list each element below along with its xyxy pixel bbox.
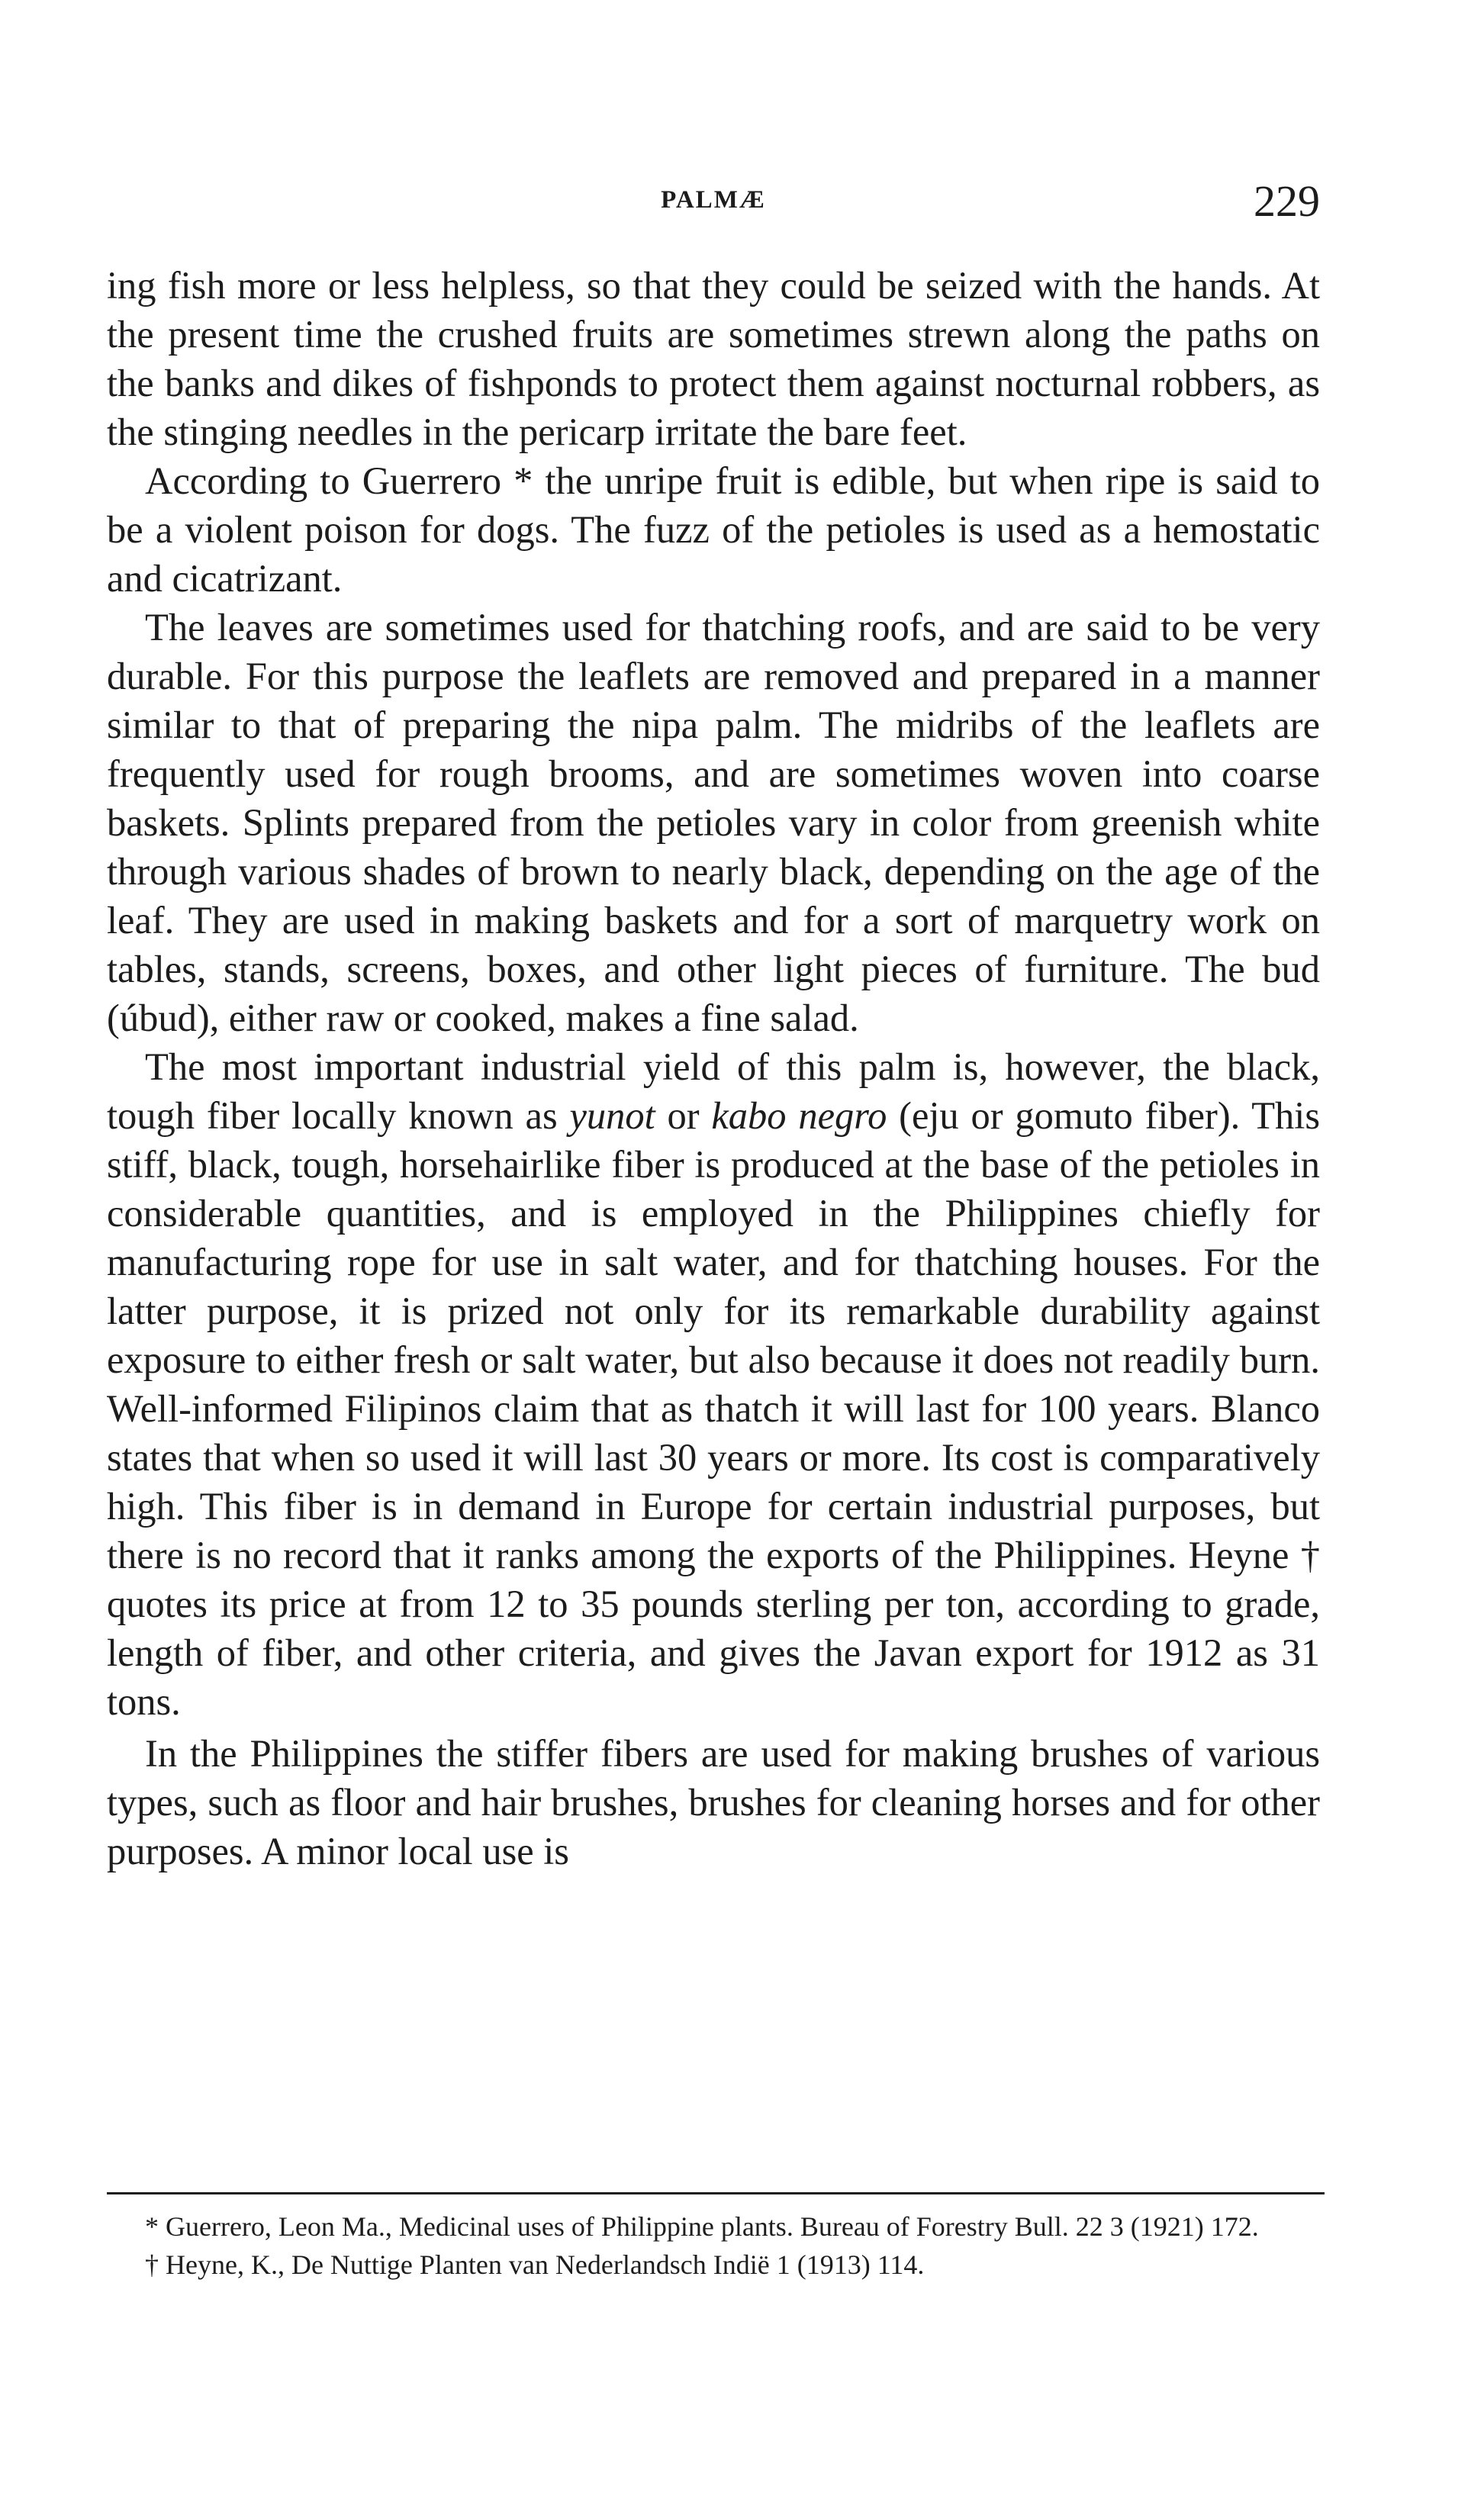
fiber-text-middle: or: [655, 1094, 712, 1137]
footnotes: [107, 2207, 1325, 2284]
footnote-rule: [107, 2192, 1325, 2194]
fiber-text-after: (eju or gomuto fiber). This stiff, black, tough, horsehairlike fiber is produced at the base of the petioles in considerable quantities, and is employed in the Philippines chiefly for manufacturing rope for use in salt water, and for thatching houses. For the latter purpose, it is prized not only for its remarkable durability against exposure to either fresh or salt water, but also because it does not readily burn. Well-informed Filipinos claim that as thatch it will last for 100 years. Blanco states that when so used it will last 30 years or more. Its cost is comparatively high. This fiber is in demand in Europe for certain industrial purposes, but there is no record that it ranks among the exports of the Philippines. Heyne † quotes its price at from 12 to 35 pounds sterling per ton, according to grade, length of fiber, and other criteria, and gives the Javan export for 1912 as 31 tons.: [107, 1094, 1320, 1723]
term-yunot: yunot: [569, 1094, 655, 1137]
paragraph-brushes: In the Philippines the stiffer fibers are used for making brushes of various types, such as floor and hair brushes, brushes for cleaning horses and for other purposes. A minor local use is: [107, 1732, 1320, 1872]
term-kabo-negro: kabo negro: [711, 1094, 887, 1137]
running-title: PALMÆ: [661, 186, 766, 214]
paragraph-continuation: ing fish more or less helpless, so that they could be seized with the hands. At the present time the crushed fruits are sometimes strewn along the paths on the banks and dikes of fishponds to protect them against nocturnal robbers, as the stinging needles in the pericarp irritate the bare feet.: [107, 264, 1320, 453]
footnote-guerrero: * Guerrero, Leon Ma., Medicinal uses of Philippine plants. Bureau of Forestry Bull. 22 3 (1921) 172.: [145, 2211, 1259, 2242]
running-head: [107, 175, 1320, 229]
footnote-heyne: † Heyne, K., De Nuttige Planten van Nederlandsch Indië 1 (1913) 114.: [145, 2249, 925, 2280]
paragraph-guerrero: According to Guerrero * the unripe fruit is edible, but when ripe is said to be a violent poison for dogs. The fuzz of the petioles is used as a hemostatic and cicatrizant.: [107, 459, 1320, 600]
fiber-text-before: The most important industrial yield of this palm is, however, the black, tough fiber locally known as: [107, 1045, 1320, 1137]
paragraph-leaves: The leaves are sometimes used for thatching roofs, and are said to be very durable. For this purpose the leaflets are removed and prepared in a manner similar to that of preparing the nipa palm. The midribs of the leaflets are frequently used for rough brooms, and are sometimes woven into coarse baskets. Splints prepared from the petioles vary in color from greenish white through various shades of brown to nearly black, depending on the age of the leaf. They are used in making baskets and for a sort of marquetry work on tables, stands, screens, boxes, and other light pieces of furniture. The bud (úbud), either raw or cooked, makes a fine salad.: [107, 606, 1320, 1039]
body-text: [107, 261, 1320, 1876]
paragraph-fiber: [107, 1042, 1320, 1726]
page-number: 229: [1254, 176, 1320, 226]
